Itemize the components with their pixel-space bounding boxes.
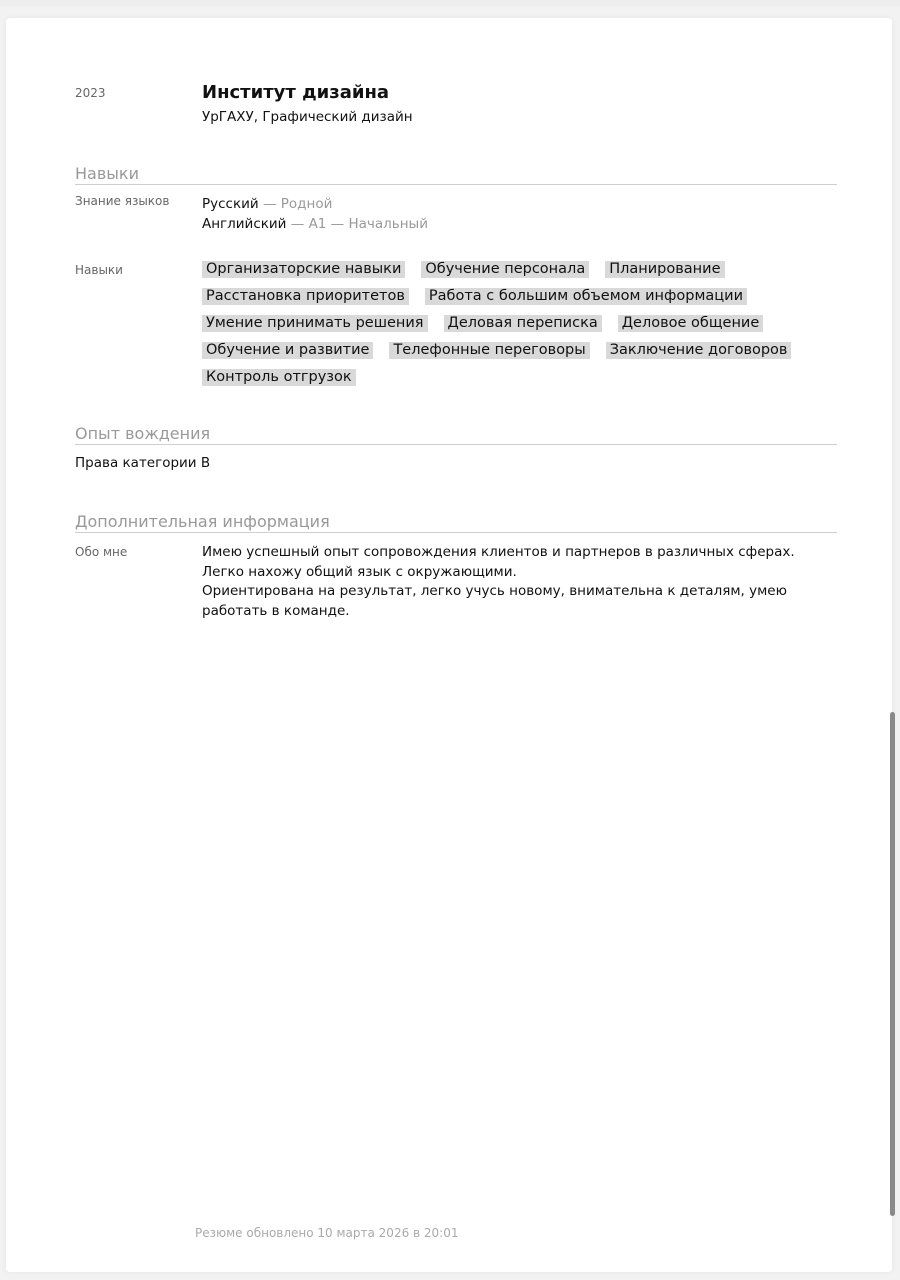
skill-chip: Обучение и развитие <box>202 342 373 359</box>
skill-chip: Работа с большим объемом информации <box>425 288 747 305</box>
language-level: A1 — Начальный <box>308 215 428 232</box>
language-level: Родной <box>280 196 333 212</box>
about-label: Обо мне <box>75 545 128 559</box>
about-text <box>202 543 837 621</box>
skills-label: Навыки <box>75 263 123 277</box>
language-name: Русский <box>202 196 259 212</box>
skill-chip: Деловое общение <box>618 315 764 332</box>
skill-chip: Обучение персонала <box>421 261 589 278</box>
language-separator: — <box>286 215 309 232</box>
scrollbar-thumb[interactable] <box>890 712 895 1216</box>
resume-page <box>6 18 892 1272</box>
language-name: Английский <box>202 215 287 232</box>
languages-list <box>202 195 837 234</box>
education-year: 2023 <box>75 86 106 100</box>
skill-chip: Организаторские навыки <box>202 261 405 278</box>
section-title-skills: Навыки <box>75 164 837 185</box>
language-separator: — <box>258 196 281 212</box>
skill-chip: Контроль отгрузок <box>202 369 356 386</box>
section-title-additional: Дополнительная информация <box>75 512 837 533</box>
skill-chip: Деловая переписка <box>444 315 602 332</box>
skill-chip: Заключение договоров <box>606 342 792 359</box>
about-line: Имею успешный опыт сопровождения клиентов и партнеров в различных сферах. <box>202 544 795 560</box>
top-strip <box>0 0 900 6</box>
skill-chip: Расстановка приоритетов <box>202 288 409 305</box>
skill-chip: Телефонные переговоры <box>389 342 589 359</box>
language-item <box>202 195 837 215</box>
about-line: Легко нахожу общий язык с окружающими. <box>202 563 517 580</box>
education-institution: Институт дизайна <box>202 82 390 103</box>
about-line: Ориентирована на результат, легко учусь новому, внимательна к деталям, умею работать в команде. <box>202 583 787 619</box>
skill-chip: Умение принимать решения <box>202 315 428 332</box>
section-title-driving: Опыт вождения <box>75 424 837 445</box>
skill-chip: Планирование <box>605 261 724 278</box>
language-item <box>202 215 837 235</box>
education-organization: УрГАХУ, Графический дизайн <box>202 109 413 125</box>
languages-label: Знание языков <box>75 194 170 208</box>
skills-chip-list <box>202 261 822 396</box>
resume-updated-footer: Резюме обновлено 10 марта 2026 в 20:01 <box>195 1226 459 1240</box>
driving-license-text: Права категории B <box>75 455 211 471</box>
